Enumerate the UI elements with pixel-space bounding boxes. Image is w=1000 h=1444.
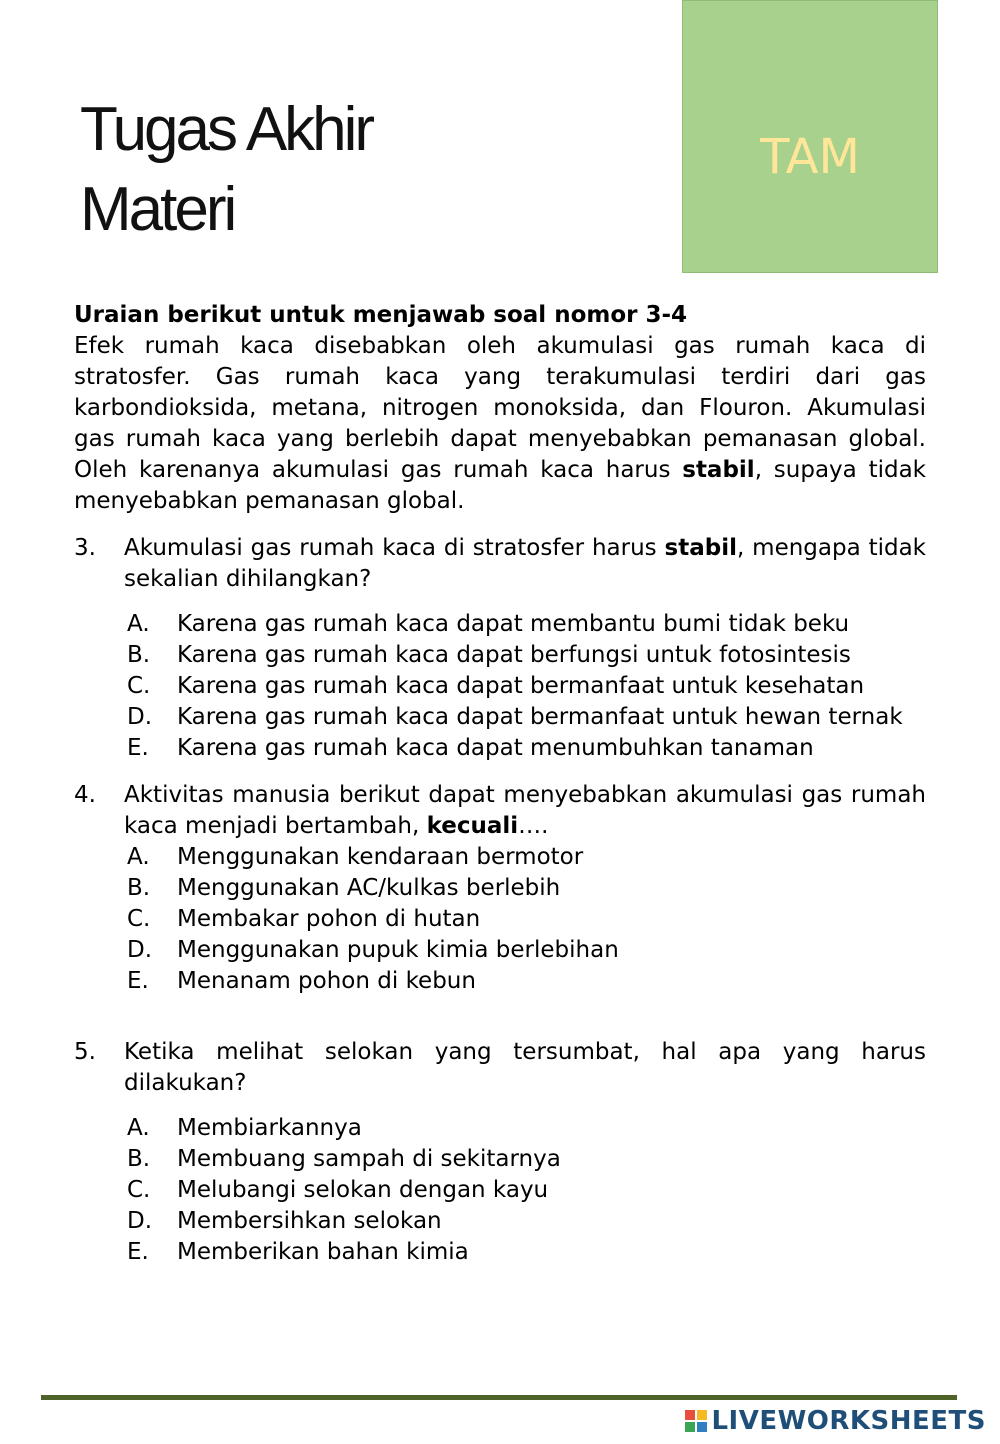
question-text-start: Akumulasi gas rumah kaca di stratosfer harus <box>124 535 665 561</box>
option-letter: E. <box>127 968 149 994</box>
option-letter: B. <box>127 875 151 901</box>
option-a[interactable] <box>124 609 926 640</box>
option-b[interactable] <box>124 640 926 671</box>
question-5-options <box>74 1113 926 1268</box>
option-text: Memberikan bahan kimia <box>177 1239 469 1265</box>
option-e[interactable] <box>124 966 926 997</box>
option-e[interactable] <box>124 1237 926 1268</box>
question-4 <box>74 780 926 842</box>
intro-paragraph <box>74 331 926 517</box>
intro-text-start: Efek rumah kaca disebabkan oleh akumulasi gas rumah kaca di stratosfer. Gas rumah kaca yang terakumulasi terdiri dari gas karbondioksida, metana, nitrogen monoksida, dan Flouron. Akumulasi gas rumah kaca yang berlebih dapat menyebabkan pemanasan global. Oleh karenanya akumulasi gas rumah kaca harus <box>74 333 926 483</box>
option-text: Menggunakan kendaraan bermotor <box>177 844 584 870</box>
option-letter: C. <box>127 673 151 699</box>
option-text: Melubangi selokan dengan kayu <box>177 1177 549 1203</box>
option-b[interactable] <box>124 873 926 904</box>
option-letter: E. <box>127 1239 149 1265</box>
option-text: Membakar pohon di hutan <box>177 906 481 932</box>
title-line-2: Materi <box>80 175 235 244</box>
option-text: Karena gas rumah kaca dapat bermanfaat untuk kesehatan <box>177 673 865 699</box>
option-text: Menanam pohon di kebun <box>177 968 476 994</box>
option-c[interactable] <box>124 904 926 935</box>
option-letter: A. <box>127 1115 150 1141</box>
option-letter: B. <box>127 642 151 668</box>
option-letter: C. <box>127 1177 151 1203</box>
option-a[interactable] <box>124 842 926 873</box>
page-title <box>80 90 372 250</box>
question-bold-word: stabil <box>664 535 737 561</box>
tam-badge-label: TAM <box>760 129 860 185</box>
option-text: Karena gas rumah kaca dapat berfungsi untuk fotosintesis <box>177 642 851 668</box>
option-letter: D. <box>127 1208 153 1234</box>
question-bold-word: kecuali <box>426 813 519 839</box>
question-3 <box>74 533 926 595</box>
option-c[interactable] <box>124 671 926 702</box>
option-letter: D. <box>127 937 153 963</box>
option-letter: D. <box>127 704 153 730</box>
question-text: Ketika melihat selokan yang tersumbat, hal apa yang harus dilakukan? <box>124 1039 926 1096</box>
question-text <box>124 780 926 842</box>
option-letter: A. <box>127 611 150 637</box>
option-text: Karena gas rumah kaca dapat menumbuhkan tanaman <box>177 735 814 761</box>
intro-bold-word: stabil <box>682 457 755 483</box>
option-text: Menggunakan AC/kulkas berlebih <box>177 875 561 901</box>
question-4-options <box>74 842 926 997</box>
question-number: 4. <box>74 782 96 808</box>
option-text: Karena gas rumah kaca dapat bermanfaat untuk hewan ternak <box>177 704 903 730</box>
option-text: Membuang sampah di sekitarnya <box>177 1146 561 1172</box>
option-d[interactable] <box>124 935 926 966</box>
question-text-start: Aktivitas manusia berikut dapat menyebabkan akumulasi gas rumah kaca menjadi bertambah, <box>124 782 926 839</box>
liveworksheets-brand <box>685 1406 986 1436</box>
option-letter: E. <box>127 735 149 761</box>
option-letter: A. <box>127 844 150 870</box>
question-3-options <box>74 609 926 764</box>
title-line-1: Tugas Akhir <box>80 95 373 164</box>
option-text: Menggunakan pupuk kimia berlebihan <box>177 937 619 963</box>
intro-heading: Uraian berikut untuk menjawab soal nomor 3-4 <box>74 302 688 328</box>
option-d[interactable] <box>124 702 926 733</box>
option-text: Karena gas rumah kaca dapat membantu bumi tidak beku <box>177 611 850 637</box>
question-number: 5. <box>74 1039 96 1065</box>
question-number: 3. <box>74 535 96 561</box>
tam-badge <box>682 0 938 273</box>
option-letter: C. <box>127 906 151 932</box>
option-c[interactable] <box>124 1175 926 1206</box>
footer-divider <box>41 1395 957 1400</box>
option-b[interactable] <box>124 1144 926 1175</box>
option-letter: B. <box>127 1146 151 1172</box>
question-text <box>124 533 926 595</box>
worksheet-content <box>74 300 926 1268</box>
option-d[interactable] <box>124 1206 926 1237</box>
question-5 <box>74 1037 926 1099</box>
question-text-end: , mengapa tidak sekalian dihilangkan? <box>124 535 926 592</box>
liveworksheets-logo-icon <box>685 1410 707 1432</box>
option-a[interactable] <box>124 1113 926 1144</box>
option-text: Membiarkannya <box>177 1115 362 1141</box>
option-e[interactable] <box>124 733 926 764</box>
option-text: Membersihkan selokan <box>177 1208 442 1234</box>
question-text-end: …. <box>518 813 549 839</box>
intro-text-end: , supaya tidak menyebabkan pemanasan global. <box>74 457 926 514</box>
brand-name: LIVEWORKSHEETS <box>711 1406 986 1436</box>
